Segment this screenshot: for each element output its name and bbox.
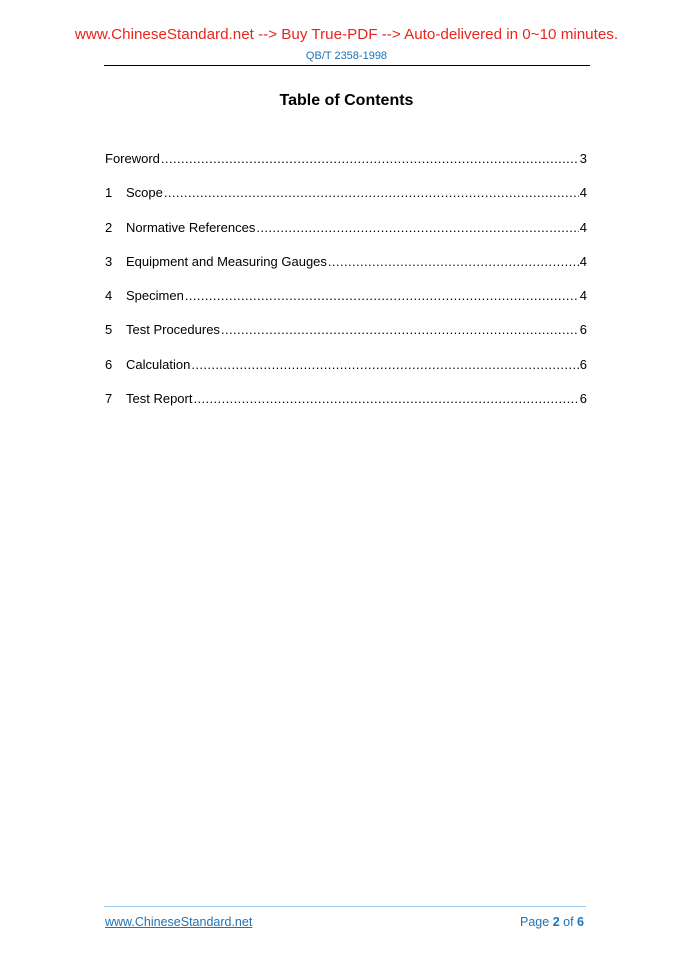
toc-entry-label: Specimen xyxy=(126,288,184,304)
toc-entry-number: 3 xyxy=(105,253,113,269)
toc-entry-calculation[interactable] xyxy=(105,356,587,390)
page-current: 2 xyxy=(552,915,560,929)
toc-entry-number: 4 xyxy=(105,288,113,304)
toc-leader-dots xyxy=(161,150,579,168)
toc-entry-label: Foreword xyxy=(105,151,160,166)
toc-leader-dots xyxy=(185,287,579,305)
toc-entry-label: Test Procedures xyxy=(126,322,220,338)
footer-divider xyxy=(104,906,586,907)
page-total: 6 xyxy=(577,915,584,929)
toc-entry-test-report[interactable] xyxy=(105,390,587,424)
toc-leader-dots xyxy=(191,356,578,374)
toc-leader-dots xyxy=(328,253,579,271)
page-prefix: Page xyxy=(520,915,550,929)
toc-entry-foreword[interactable] xyxy=(105,150,587,184)
toc-leader-dots xyxy=(164,184,579,202)
toc-entry-equipment[interactable] xyxy=(105,253,587,287)
table-of-contents xyxy=(105,150,587,424)
toc-entry-page: 6 xyxy=(579,322,587,338)
page-separator: of xyxy=(563,915,574,929)
toc-entry-number: 5 xyxy=(105,322,113,338)
toc-leader-dots xyxy=(193,390,578,408)
toc-entry-page: 4 xyxy=(579,185,587,201)
toc-entry-page: 4 xyxy=(579,219,587,235)
toc-entry-page: 4 xyxy=(579,253,587,269)
toc-entry-number: 2 xyxy=(105,219,113,235)
toc-entry-page: 6 xyxy=(579,391,587,407)
toc-entry-label: Calculation xyxy=(126,356,191,372)
toc-entry-label: Equipment and Measuring Gauges xyxy=(126,253,327,269)
toc-title: Table of Contents xyxy=(279,92,414,109)
toc-entry-number: 7 xyxy=(105,391,113,407)
toc-entry-number: 6 xyxy=(105,356,113,372)
toc-entry-label: Test Report xyxy=(126,391,193,407)
toc-entry-normative-references[interactable] xyxy=(105,219,587,253)
toc-entry-page: 6 xyxy=(579,356,587,372)
toc-entry-number: 1 xyxy=(105,185,113,201)
document-id: QB/T 2358-1998 xyxy=(305,50,388,62)
toc-entry-specimen[interactable] xyxy=(105,287,587,321)
footer-website-link[interactable]: www.ChineseStandard.net xyxy=(105,915,253,929)
page-indicator xyxy=(520,915,584,929)
toc-entry-label: Normative References xyxy=(126,219,256,235)
toc-entry-label: Scope xyxy=(126,185,163,201)
toc-entry-scope[interactable] xyxy=(105,184,587,218)
toc-entry-page: 3 xyxy=(579,151,587,166)
promo-banner-link[interactable]: www.ChineseStandard.net --> Buy True-PDF --> Auto-delivered in 0~10 minutes. xyxy=(74,26,619,43)
toc-entry-test-procedures[interactable] xyxy=(105,321,587,355)
toc-leader-dots xyxy=(256,219,578,237)
header-divider xyxy=(104,65,590,66)
toc-entry-page: 4 xyxy=(579,288,587,304)
toc-leader-dots xyxy=(221,321,579,339)
